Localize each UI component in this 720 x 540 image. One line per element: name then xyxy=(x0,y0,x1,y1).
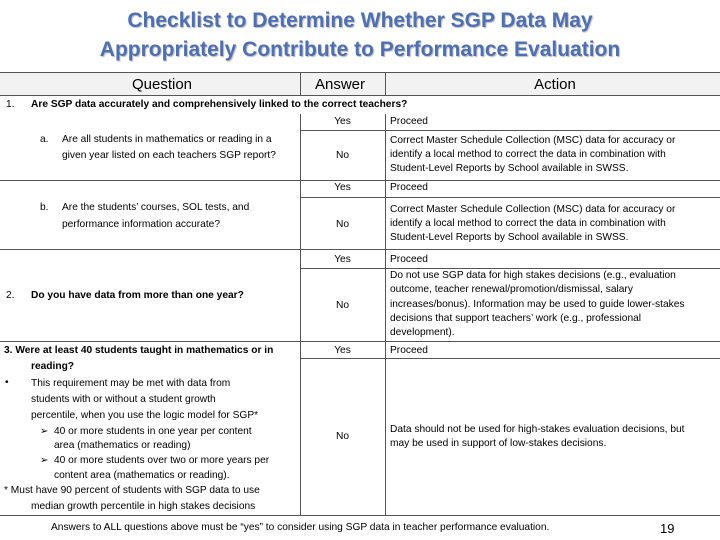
arrow-bullet-icon: ➢ xyxy=(40,455,49,466)
bullet-icon: • xyxy=(5,377,9,388)
question-1a-action-no-line-2: identify a local method to correct the data in combination with xyxy=(390,149,666,160)
question-1a-answer-no: No xyxy=(335,150,350,161)
question-1b-action-no-line-1: Correct Master Schedule Collection (MSC) data for accuracy or xyxy=(390,204,676,215)
question-3-bullet-line-3: percentile, when you use the logic model for SGP* xyxy=(31,410,259,421)
slide-title xyxy=(0,6,720,64)
question-3-option-1-line-2: area (mathematics or reading) xyxy=(54,440,191,451)
question-1a-action-no-line-1: Correct Master Schedule Collection (MSC) data for accuracy or xyxy=(390,135,676,146)
question-1b-letter: b. xyxy=(40,202,49,213)
footer-note: Answers to ALL questions above must be “yes” to consider using SGP data in teacher performance evaluation. xyxy=(51,522,550,533)
header-divider xyxy=(300,73,301,95)
header-question: Question xyxy=(131,76,193,93)
question-1b-line-1: Are the students’ courses, SOL tests, and xyxy=(62,202,250,213)
row-divider xyxy=(0,249,720,250)
question-1a-action-no-line-3: Student-Level Reports by School available in SWSS. xyxy=(390,163,629,174)
header-answer: Answer xyxy=(314,76,366,93)
question-2-action-no-line-3: increases/bonus). Information may be used to guide lower-stakes xyxy=(390,299,685,310)
question-3-option-2-line-1: 40 or more students over two or more years per xyxy=(54,455,270,466)
question-3-footnote-line-2: median growth percentile in high stakes decisions xyxy=(31,501,256,512)
row-divider xyxy=(300,197,720,198)
question-2-text: Do you have data from more than one year? xyxy=(31,290,244,301)
question-1a-line-2: given year listed on each teachers SGP report? xyxy=(62,150,276,161)
question-3-option-2-line-2: content area (mathematics or reading). xyxy=(54,470,230,481)
question-1a-line-1: Are all students in mathematics or reading in a xyxy=(62,134,272,145)
column-divider xyxy=(385,114,386,515)
question-1b-action-no-line-2: identify a local method to correct the data in combination with xyxy=(390,218,666,229)
question-1-action-yes: Proceed xyxy=(390,116,428,127)
question-3-answer-yes: Yes xyxy=(334,345,351,356)
arrow-bullet-icon: ➢ xyxy=(40,426,49,437)
row-divider xyxy=(300,130,720,131)
question-1-number: 1. xyxy=(6,99,15,110)
question-3-line-1: 3. Were at least 40 students taught in mathematics or in xyxy=(4,345,274,356)
question-1-text: Are SGP data accurately and comprehensively linked to the correct teachers? xyxy=(31,99,408,110)
question-3-option-1-line-1: 40 or more students in one year per content xyxy=(54,426,252,437)
question-2-number: 2. xyxy=(6,290,15,301)
row-divider xyxy=(0,341,720,342)
table-bottom-border xyxy=(0,515,720,516)
question-2-action-yes: Proceed xyxy=(390,254,428,265)
question-1a-letter: a. xyxy=(40,134,49,145)
slide-title-line-2: Appropriately Contribute to Performance Evaluation xyxy=(99,38,621,61)
question-3-action-yes: Proceed xyxy=(390,345,428,356)
question-3-option-2 xyxy=(40,454,269,469)
question-2-action-no-line-1: Do not use SGP data for high stakes decisions (e.g., evaluation xyxy=(390,270,676,281)
column-divider xyxy=(300,114,301,515)
question-1-answer-yes: Yes xyxy=(334,116,351,127)
question-1b-action-no-line-3: Student-Level Reports by School available in SWSS. xyxy=(390,232,629,243)
question-2-answer-yes: Yes xyxy=(334,254,351,265)
question-2-action-no-line-5: development). xyxy=(390,327,455,338)
question-1a-action-yes: Proceed xyxy=(390,182,428,193)
question-3-option-1 xyxy=(40,425,252,440)
question-1a-answer-yes: Yes xyxy=(334,182,351,193)
question-3-line-2: reading? xyxy=(31,361,75,372)
question-1b-answer-no: No xyxy=(335,219,350,230)
question-3-footnote-line-1: * Must have 90 percent of students with SGP data to use xyxy=(4,485,260,496)
question-2-action-no-line-4: decisions that support teachers’ work (e.g., professional xyxy=(390,313,642,324)
question-3-action-no-line-2: may be used in support of low-stakes decisions. xyxy=(390,438,607,449)
page-number: 19 xyxy=(660,521,675,536)
header-action: Action xyxy=(534,76,576,93)
question-2-answer-no: No xyxy=(335,300,350,311)
question-3-bullet-line-1: This requirement may be met with data from xyxy=(31,378,231,389)
header-divider xyxy=(385,73,386,95)
question-2-action-no-line-2: outcome, teacher renewal/promotion/dismissal, salary xyxy=(390,284,633,295)
question-1b-line-2: performance information accurate? xyxy=(62,219,220,230)
question-3-bullet-line-2: students with or without a student growth xyxy=(31,394,216,405)
slide-title-line-1: Checklist to Determine Whether SGP Data May xyxy=(127,9,593,32)
question-3-action-no-line-1: Data should not be used for high-stakes evaluation decisions, but xyxy=(390,424,685,435)
question-3-answer-no: No xyxy=(335,431,350,442)
